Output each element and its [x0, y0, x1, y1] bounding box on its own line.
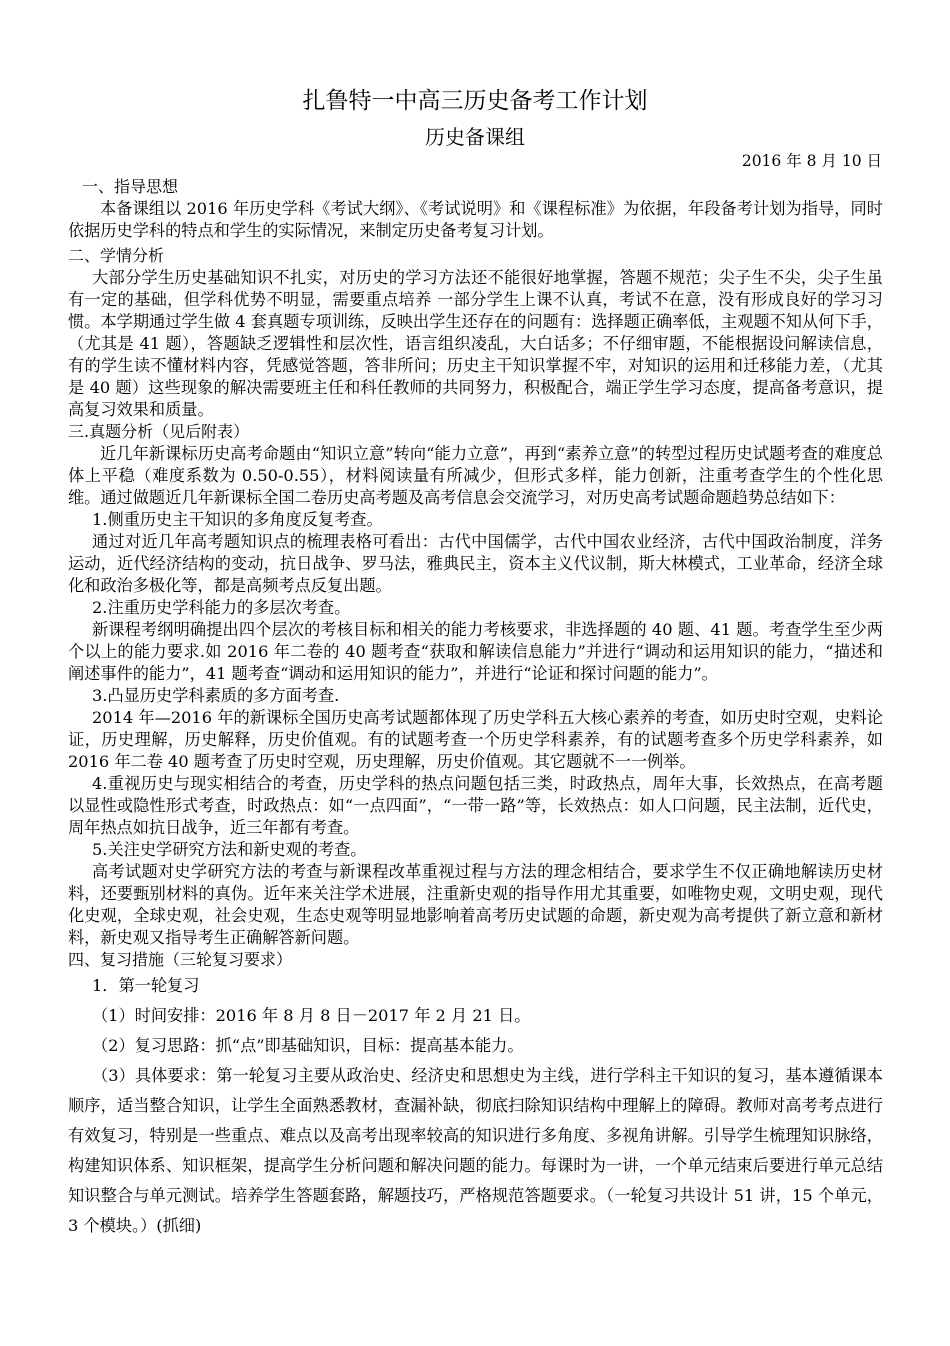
- item-review-approach: （2）复习思路：抓“点”即基础知识，目标：提高基本能力。: [92, 1036, 524, 1055]
- paragraph-guiding-thought: 本备课组以 2016 年历史学科《考试大纲》、《考试说明》和《课程标准》为依据，年段备考计划为指导，同时依据历史学科的特点和学生的实际情况，来制定历史备考复习计划。: [68, 199, 883, 240]
- document-subtitle: 历史备课组: [425, 125, 525, 149]
- document-title: 扎鲁特一中高三历史备考工作计划: [302, 88, 648, 114]
- paragraph-exam-intro: 近几年新课标历史高考命题由“知识立意”转向“能力立意”，再到“素养立意”的转型过程历史试题考查的难度总体上平稳（难度系数为 0.50-0.55），材料阅读量有所减少，但形式多样，能力创新，注重考查学生的个性化思维。通过做题近几年新课标全国二卷历史高考题及高考信息会交流学习，对历史高考试题命题趋势总结如下：: [68, 444, 883, 507]
- document-body: [68, 176, 883, 1241]
- paragraph-point-4: 4.重视历史与现实相结合的考查，历史学科的热点问题包括三类，时政热点，周年大事，长效热点，在高考题以显性或隐性形式考查，时政热点：如“一点四面”，“一带一路”等，长效热点：如人口问题，民主法制，近代史，周年热点如抗日战争，近三年都有考查。: [68, 774, 883, 837]
- paragraph-point-1: 通过对近几年高考题知识点的梳理表格可看出：古代中国儒学，古代中国农业经济，古代中国政治制度，洋务运动，近代经济结构的变动，抗日战争、罗马法，雅典民主，资本主义代议制，斯大林模式，工业革命，经济全球化和政治多极化等，都是高频考点反复出题。: [68, 532, 883, 595]
- section-heading-student-analysis: 二、学情分析: [68, 246, 165, 265]
- subheading-point-5: 5.关注史学研究方法和新史观的考查。: [92, 840, 367, 859]
- subheading-point-1: 1.侧重历史主干知识的多角度反复考查。: [92, 510, 383, 529]
- section-heading-review-measures: 四、复习措施（三轮复习要求）: [68, 950, 293, 969]
- item-time-arrangement: （1）时间安排：2016 年 8 月 8 日－2017 年 2 月 21 日。: [92, 1006, 531, 1025]
- paragraph-point-5: 高考试题对史学研究方法的考查与新课程改革重视过程与方法的理念相结合，要求学生不仅正确地解读历史材料，还要甄别材料的真伪。近年来关注学术进展，注重新史观的指导作用尤其重要，如唯物史观，文明史观，现代化史观，全球史观，社会史观，生态史观等明显地影响着高考历史试题的命题，新史观为高考提供了新立意和新材料，新史观又指导考生正确解答新问题。: [68, 862, 883, 947]
- subheading-point-2: 2.注重历史学科能力的多层次考查。: [92, 598, 351, 617]
- section-heading-guiding-thought: 一、指导思想: [82, 177, 179, 196]
- paragraph-student-analysis: 大部分学生历史基础知识不扎实，对历史的学习方法还不能很好地掌握，答题不规范；尖子生不尖，尖子生虽有一定的基础，但学科优势不明显，需要重点培养 一部分学生上课不认真，考试不在意，没有形成良好的学习习惯。本学期通过学生做 4 套真题专项训练，反映出学生还存在的问题有：选择题正确率低，主观题不知从何下手，（尤其是 41 题），答题缺乏逻辑性和层次性，语言组织凌乱，大白话多；不仔细审题，不能根据设问解读信息，有的学生读不懂材料内容，凭感觉答题，答非所问；历史主干知识掌握不牢，对知识的运用和迁移能力差，（尤其是 40 题）这些现象的解决需要班主任和科任教师的共同努力，积极配合，端正学生学习态度，提高备考意识，提高复习效果和质量。: [68, 268, 883, 419]
- document-date: 2016 年 8 月 10 日: [741, 152, 882, 170]
- paragraph-point-3: 2014 年—2016 年的新课标全国历史高考试题都体现了历史学科五大核心素养的考查，如历史时空观，史料论证，历史理解，历史解释，历史价值观。有的试题考查一个历史学科素养，有的试题考查多个历史学科素养，如 2016 年二卷 40 题考查了历史时空观，历史理解，历史价值观。其它题就不一一例举。: [68, 708, 883, 771]
- paragraph-point-2: 新课程考纲明确提出四个层次的考核目标和相关的能力考核要求，非选择题的 40 题、41 题。考查学生至少两个以上的能力要求.如 2016 年二卷的 40 题考查“获取和解读信息能力”并进行“调动和运用知识的能力，“描述和阐述事件的能力”，41 题考查“调动和运用知识的能力”，并进行“论证和探讨问题的能力”。: [68, 620, 883, 683]
- subheading-point-3: 3.凸显历史学科素质的多方面考查.: [92, 686, 340, 705]
- section-heading-exam-analysis: 三.真题分析（见后附表）: [68, 422, 250, 441]
- subheading-first-round: 1．第一轮复习: [92, 976, 200, 995]
- item-specific-requirements: （3）具体要求：第一轮复习主要从政治史、经济史和思想史为主线，进行学科主干知识的复习，基本遵循课本顺序，适当整合知识，让学生全面熟悉教材，查漏补缺，彻底扫除知识结构中理解上的障碍。教师对高考考点进行有效复习，特别是一些重点、难点以及高考出现率较高的知识进行多角度、多视角讲解。引导学生梳理知识脉络，构建知识体系、知识框架，提高学生分析问题和解决问题的能力。每课时为一讲，一个单元结束后要进行单元总结知识整合与单元测试。培养学生答题套路，解题技巧，严格规范答题要求。（一轮复习共设计 51 讲，15 个单元，3 个模块。）(抓细): [68, 1066, 883, 1235]
